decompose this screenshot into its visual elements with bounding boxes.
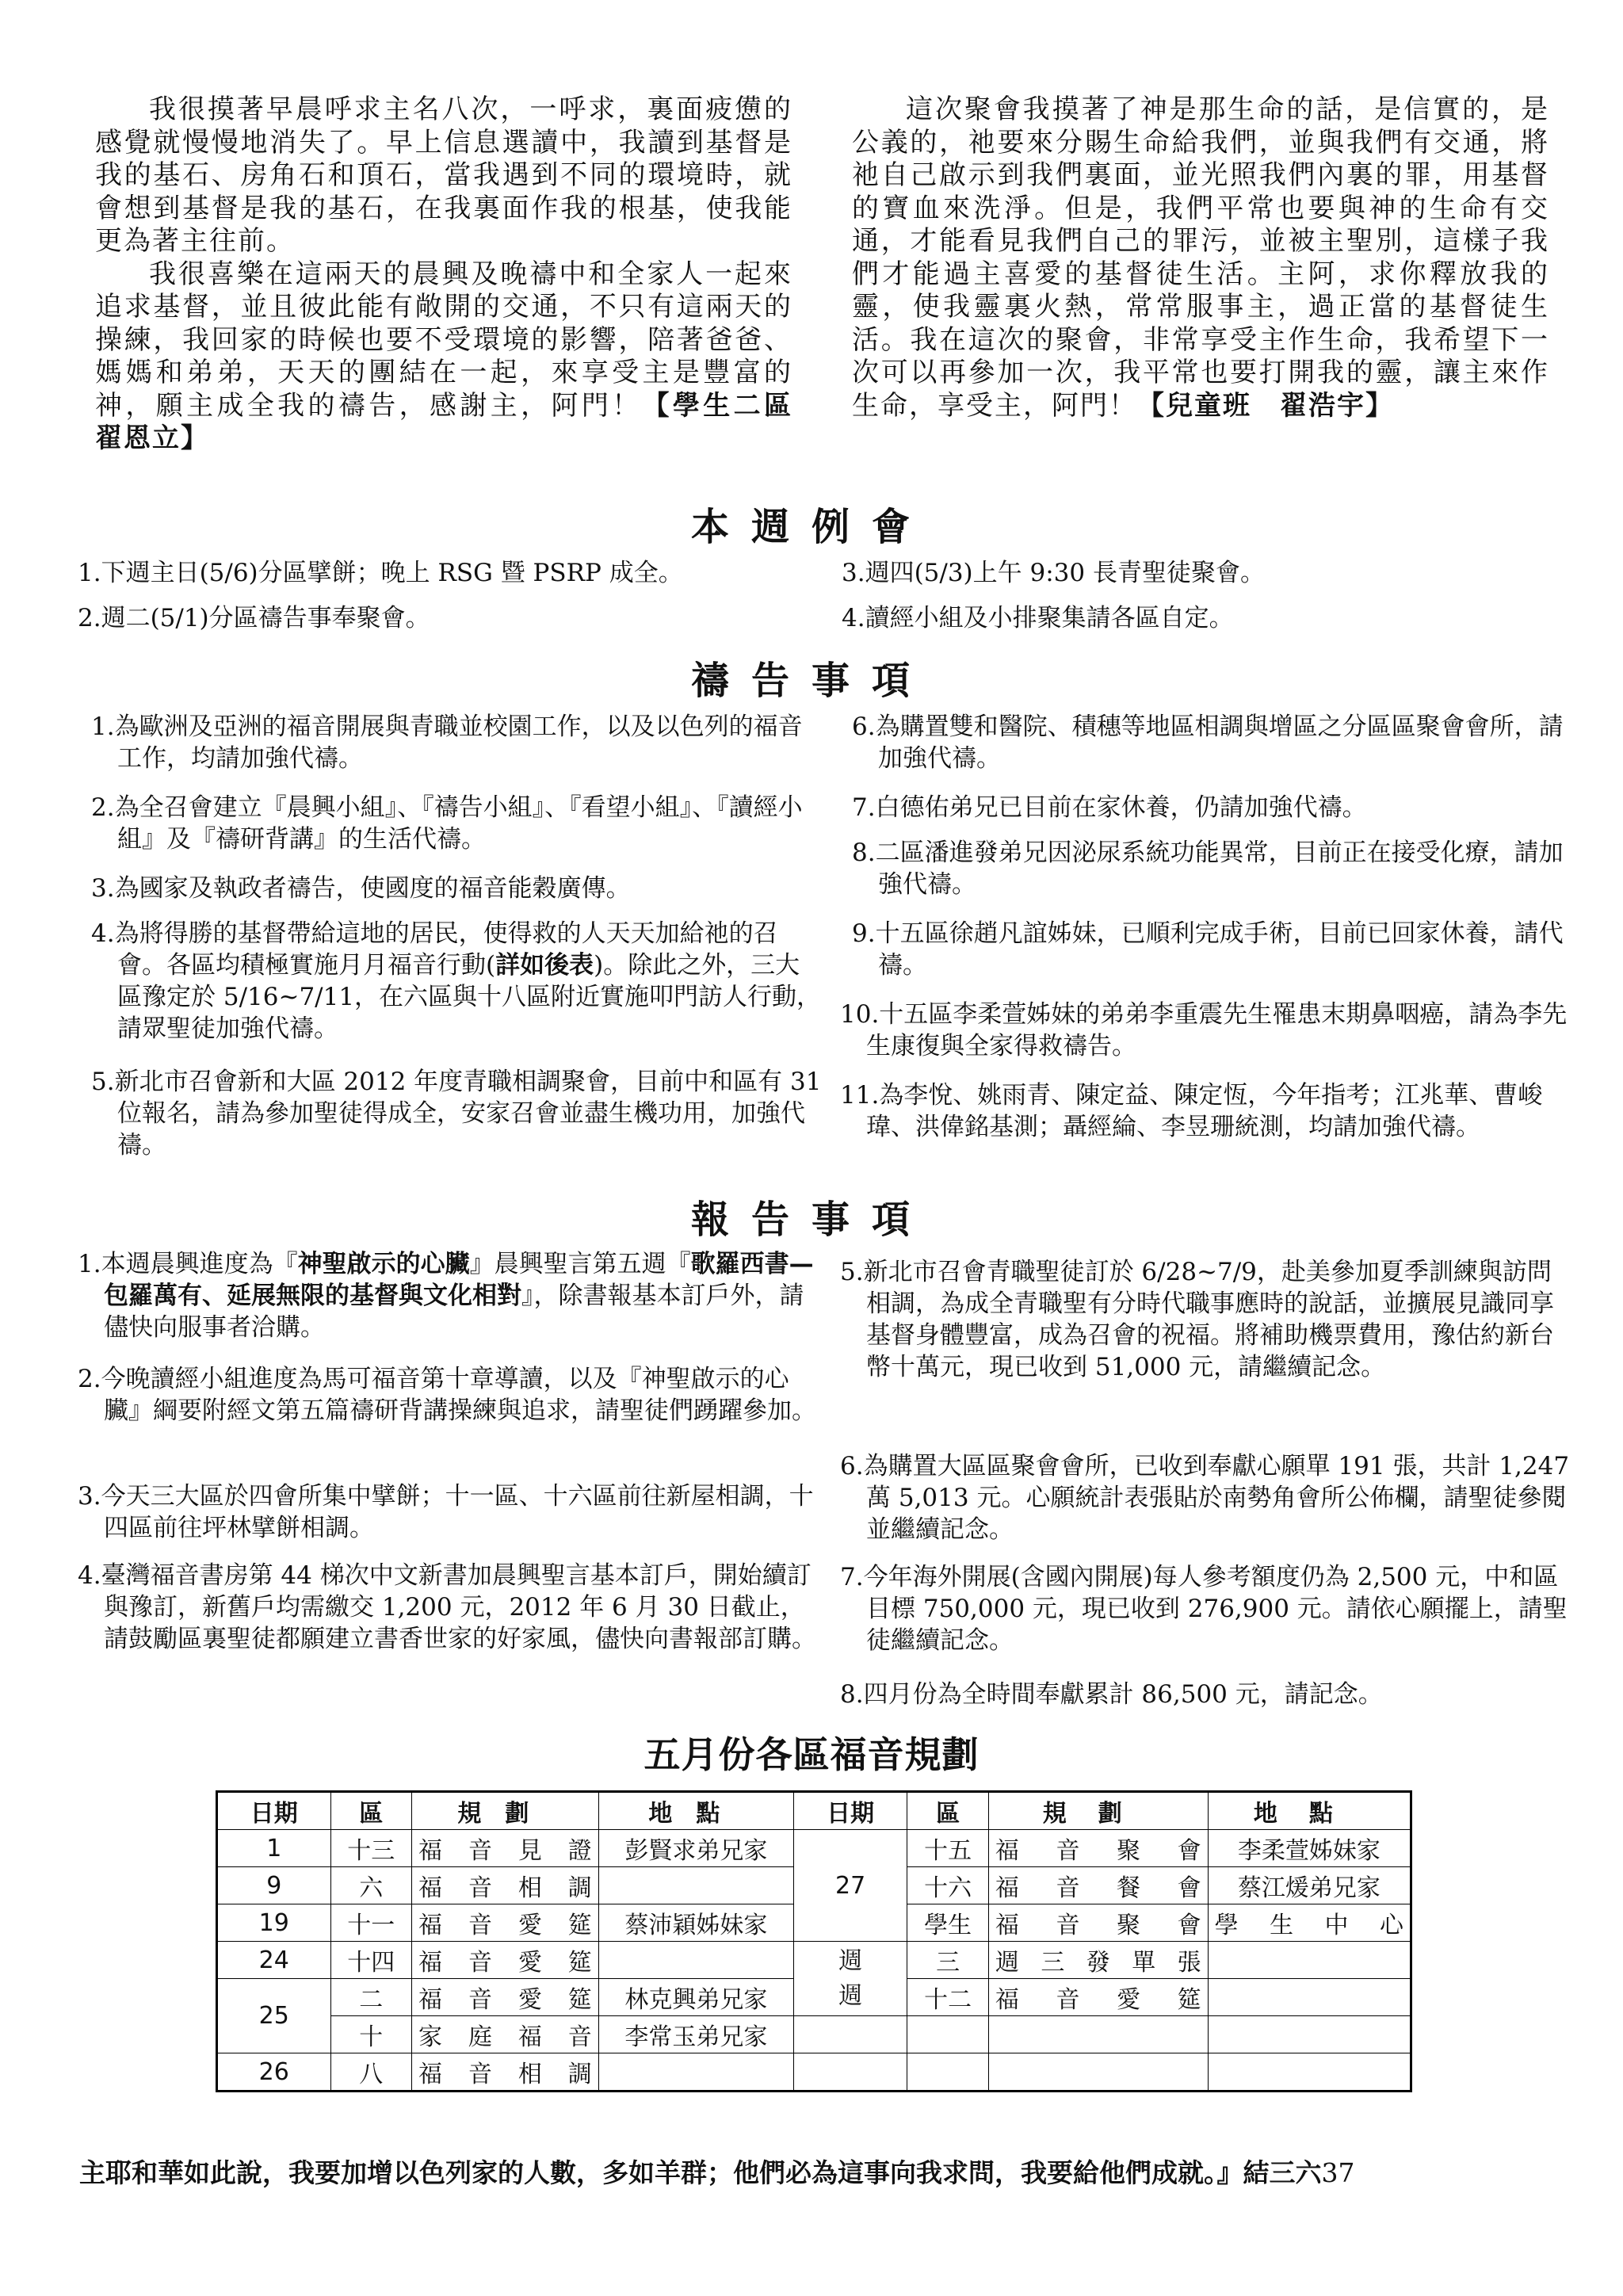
footer-verse-ref: 37	[1321, 2157, 1355, 2188]
prayer-item-3: 3.為國家及執政者禱告，使國度的福音能穀廣傳。	[91, 874, 631, 903]
row-date: 9	[217, 1867, 331, 1904]
row-district: 十四	[330, 1942, 412, 1979]
row-plan-r: 福音聚會	[988, 1904, 1208, 1942]
table-row	[217, 2053, 1411, 2092]
row-plan: 福音見證	[412, 1830, 599, 1867]
row-plan-r: 週三發單張	[988, 1942, 1208, 1979]
row-place-r: 學生中心	[1208, 1904, 1411, 1942]
weekly-item-4: 4.讀經小組及小排聚集請各區自定。	[842, 604, 1234, 632]
prayer-item-9: 9.十五區徐趙凡誼姊妹，已順利完成手術，目前已回家休養，請代禱。	[852, 919, 1564, 980]
row-district-r: 學生	[907, 1904, 989, 1942]
row-plan-r: 福音聚會	[988, 1830, 1208, 1867]
prayer-item-7: 7.白德佑弟兄已目前在家休養，仍請加強代禱。	[852, 793, 1367, 822]
row-date: 19	[217, 1904, 331, 1942]
col-header-date: 日期	[217, 1792, 331, 1830]
testimony-right-paragraph-1: 這次聚會我摸著了神是那生命的話，是信實的，是公義的，祂要來分賜生命給我們，並與我們有交通，將祂自己啟示到我們裏面，並光照我們內裏的罪，用基督的寶血來洗淨。但是，我們平常也要與神的生命有交通，才能看見我們自己的罪污，並被主聖別，這樣子我們才能過主喜愛的基督徒生活。主阿，求你釋放我的靈，使我靈裏火熱，常常服事主，過正當的基督徒生活。我在這次的聚會，非常享受主作生命，我希望下一次可以再參加一次，我平常也要打開我的靈，讓主來作生命，享受主，阿門！【兒童班 翟浩宇】	[852, 94, 1549, 422]
row-plan: 福音愛筵	[412, 1979, 599, 2016]
row-date-27: 27	[793, 1830, 907, 1942]
empty-cell	[793, 2053, 907, 2092]
row-place	[598, 1942, 793, 1979]
prayer-heading: 禱告事項	[690, 659, 932, 703]
row-plan: 福音相調	[412, 2053, 599, 2092]
row-district: 十一	[330, 1904, 412, 1942]
empty-cell	[1208, 2053, 1411, 2092]
weekly-item-2: 2.週二(5/1)分區禱告事奉聚會。	[78, 604, 430, 632]
row-place	[598, 2053, 793, 2092]
empty-cell	[793, 2016, 907, 2053]
row-place-r: 蔡江煖弟兄家	[1208, 1867, 1411, 1904]
report-item-3: 3.今天三大區於四會所集中擘餅；十一區、十六區前往新屋相調，十四區前往坪林擘餅相調。	[78, 1482, 814, 1542]
empty-cell	[1208, 2016, 1411, 2053]
row-place: 蔡沛穎姊妹家	[598, 1904, 793, 1942]
report-item-4: 4.臺灣福音書房第 44 梯次中文新書加晨興聖言基本訂戶，開始續訂與豫訂，新舊戶均需繳交 1,200 元，2012 年 6 月 30 日截止，請鼓勵區裏聖徒都願建立書香世家的好家風，儘快向書報部訂購。	[78, 1561, 816, 1653]
schedule-table	[216, 1790, 1412, 2092]
report-heading: 報告事項	[690, 1198, 932, 1242]
prayer-item-8: 8.二區潘進發弟兄因泌尿系統功能異常，目前正在接受化療，請加強代禱。	[852, 839, 1564, 899]
footer-verse: 主耶和華如此說，我要加增以色列家的人數，多如羊群；他們必為這事向我求問，我要給他們成就。』結三六37	[79, 2157, 1355, 2188]
row-place: 彭賢求弟兄家	[598, 1830, 793, 1867]
row-district: 二	[330, 1979, 412, 2016]
row-date-weekly: 週 週	[793, 1942, 907, 2016]
schedule-title: 五月份各區福音規劃	[643, 1733, 980, 1776]
row-place: 林克興弟兄家	[598, 1979, 793, 2016]
weekly-heading: 本週例會	[690, 505, 932, 549]
testimony-left-paragraph-1: 我很摸著早晨呼求主名八次，一呼求，裏面疲憊的感覺就慢慢地消失了。早上信息選讀中，我讀到基督是我的基石、房角石和頂石，當我遇到不同的環境時，就會想到基督是我的基石，在我裏面作我的根基，使我能更為著主往前。	[95, 94, 792, 257]
testimony-right	[852, 94, 1549, 422]
prayer-item-10: 10.十五區李柔萱姊妹的弟弟李重震先生罹患末期鼻咽癌，請為李先生康復與全家得救禱告。	[840, 1000, 1568, 1060]
row-plan: 福音愛筵	[412, 1942, 599, 1979]
col-header-date-2: 日期	[793, 1792, 907, 1830]
row-district-r: 十二	[907, 1979, 989, 2016]
empty-cell	[988, 2016, 1208, 2053]
row-place	[598, 1867, 793, 1904]
row-date: 25	[217, 1979, 331, 2053]
row-place-r	[1208, 1942, 1411, 1979]
table-row	[217, 1942, 1411, 1979]
col-header-place-2: 地點	[1208, 1792, 1411, 1830]
row-date: 1	[217, 1830, 331, 1867]
row-district-r: 十六	[907, 1867, 989, 1904]
row-district: 六	[330, 1867, 412, 1904]
table-row	[217, 1830, 1411, 1867]
row-plan: 福音愛筵	[412, 1904, 599, 1942]
row-place: 李常玉弟兄家	[598, 2016, 793, 2053]
report-item-7: 7.今年海外開展(含國內開展)每人參考額度仍為 2,500 元，中和區目標 750,000 元，現已收到 276,900 元。請依心願擺上，請聖徒繼續記念。	[840, 1563, 1568, 1655]
report-item-5: 5.新北市召會青職聖徒訂於 6/28~7/9，赴美參加夏季訓練與訪問相調，為成全青職聖有分時代職事應時的說話，並擴展見識同享基督身體豐富，成為召會的祝福。將補助機票費用，豫估約新台幣十萬元，現已收到 51,000 元，請繼續記念。	[840, 1258, 1554, 1381]
report-item-1: 1.本週晨興進度為『神聖啟示的心臟』晨興聖言第五週『歌羅西書—包羅萬有、延展無限的基督與文化相對』，除書報基本訂戶外，請儘快向服事者洽購。	[78, 1250, 814, 1342]
row-district-r: 三	[907, 1942, 989, 1979]
empty-cell	[988, 2053, 1208, 2092]
row-plan: 福音相調	[412, 1867, 599, 1904]
col-header-district: 區	[330, 1792, 412, 1830]
row-plan-r: 福音愛筵	[988, 1979, 1208, 2016]
row-place-r: 李柔萱姊妹家	[1208, 1830, 1411, 1867]
col-header-district-2: 區	[907, 1792, 989, 1830]
row-place-r	[1208, 1979, 1411, 2016]
row-plan-r: 福音餐會	[988, 1867, 1208, 1904]
col-header-place: 地點	[598, 1792, 793, 1830]
testimony-right-signature: 【兒童班 翟浩宇】	[1137, 389, 1394, 422]
empty-cell	[907, 2016, 989, 2053]
row-plan: 家庭福音	[412, 2016, 599, 2053]
report-item-8: 8.四月份為全時間奉獻累計 86,500 元，請記念。	[840, 1680, 1383, 1709]
testimony-left	[95, 94, 822, 456]
prayer-item-2: 2.為全召會建立『晨興小組』、『禱告小組』、『看望小組』、『讀經小組』及『禱研背講』的生活代禱。	[91, 793, 803, 854]
row-district: 十	[330, 2016, 412, 2053]
row-date: 26	[217, 2053, 331, 2092]
schedule-header-row	[217, 1792, 1411, 1830]
empty-cell	[907, 2053, 989, 2092]
table-row	[217, 2016, 1411, 2053]
row-district-r: 十五	[907, 1830, 989, 1867]
weekly-item-3: 3.週四(5/3)上午 9:30 長青聖徒聚會。	[842, 559, 1265, 587]
row-district: 十三	[330, 1830, 412, 1867]
report-item-2: 2.今晚讀經小組進度為馬可福音第十章導讀，以及『神聖啟示的心臟』綱要附經文第五篇禱研背講操練與追求，請聖徒們踴躍參加。	[78, 1365, 816, 1425]
prayer-item-4: 4.為將得勝的基督帶給這地的居民，使得救的人天天加給祂的召會。各區均積極實施月月福音行動(詳如後表)。除此之外，三大區豫定於 5/16~7/11，在六區與十八區附近實施叩門訪人行動，請眾聖徒加強代禱。	[91, 919, 822, 1043]
prayer-item-5: 5.新北市召會新和大區 2012 年度青職相調聚會，目前中和區有 31 位報名，請為參加聖徒得成全，安家召會並盡生機功用，加強代禱。	[91, 1068, 822, 1159]
row-date: 24	[217, 1942, 331, 1979]
testimony-left-signature: 【學生二區 翟恩立】	[95, 389, 822, 454]
testimony-left-paragraph-2: 我很喜樂在這兩天的晨興及晚禱中和全家人一起來追求基督，並且彼此能有敞開的交通，不只有這兩天的操練，我回家的時候也要不受環境的影響，陪著爸爸、媽媽和弟弟，天天的團結在一起，來享受主是豐富的神，願主成全我的禱告，感謝主，阿門！【學生二區 翟恩立】	[95, 258, 822, 454]
report-item-6: 6.為購置大區區聚會會所，已收到奉獻心願單 191 張，共計 1,247 萬 5,013 元。心願統計表張貼於南勢角會所公佈欄，請聖徒參閱並繼續記念。	[840, 1452, 1570, 1544]
prayer-item-1: 1.為歐洲及亞洲的福音開展與青職並校園工作，以及以色列的福音工作，均請加強代禱。	[91, 712, 803, 773]
prayer-item-6: 6.為購置雙和醫院、積穗等地區相調與增區之分區區聚會會所，請加強代禱。	[852, 712, 1564, 773]
prayer-item-11: 11.為李悅、姚雨青、陳定益、陳定恆，今年指考；江兆華、曹峻瑋、洪偉銘基測；聶經綸、李昱珊統測，均請加強代禱。	[840, 1081, 1543, 1141]
row-district: 八	[330, 2053, 412, 2092]
weekly-item-1: 1.下週主日(5/6)分區擘餅；晚上 RSG 暨 PSRP 成全。	[78, 559, 683, 587]
col-header-plan-2: 規劃	[988, 1792, 1208, 1830]
col-header-plan: 規劃	[412, 1792, 599, 1830]
